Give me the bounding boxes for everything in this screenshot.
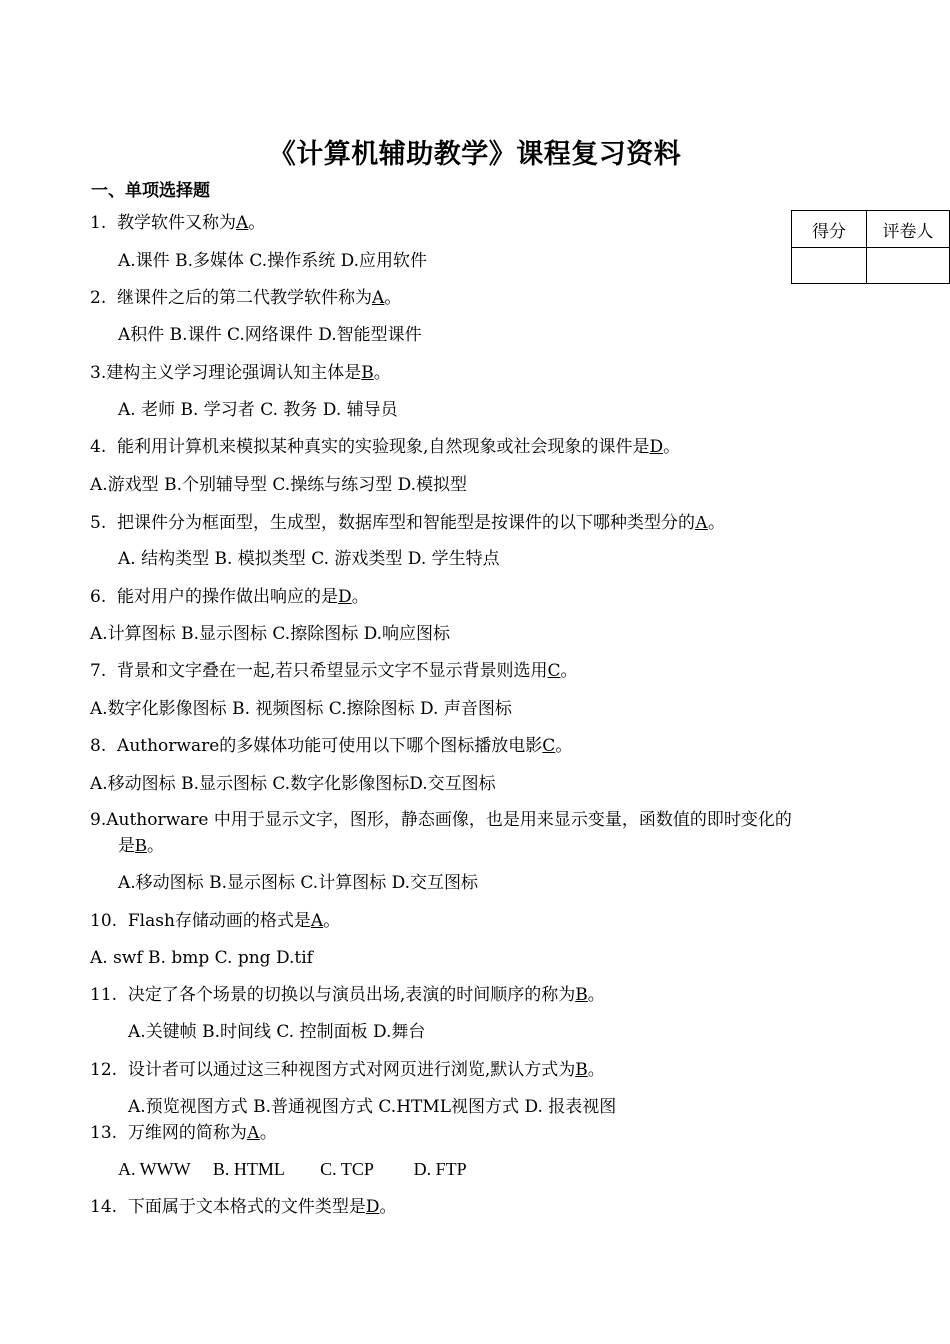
answer-10: A [310, 911, 324, 931]
options-1: A.课件 B.多媒体 C.操作系统 D.应用软件 [118, 251, 428, 271]
options-13: A. WWW B. HTML C. TCP D. FTP [118, 1159, 467, 1179]
answer-8: C [542, 736, 556, 756]
answer-1: A [236, 213, 249, 233]
question-7: 7. 背景和文字叠在一起,若只希望显示文字不显示背景则选用C。 [90, 661, 578, 681]
answer-14: D [365, 1197, 380, 1217]
options-3: A. 老师 B. 学习者 C. 教务 D. 辅导员 [118, 400, 398, 420]
question-9-continuation: 是B。 [118, 835, 165, 856]
reviewer-label: 评卷人 [867, 211, 950, 248]
question-6: 6. 能对用户的操作做出响应的是D。 [90, 587, 369, 607]
score-label: 得分 [792, 211, 867, 248]
question-3: 3.建构主义学习理论强调认知主体是B。 [90, 363, 391, 383]
options-8: A.移动图标 B.显示图标 C.数字化影像图标D.交互图标 [90, 774, 496, 794]
question-12: 12. 设计者可以通过这三种视图方式对网页进行浏览,默认方式为B。 [90, 1060, 605, 1080]
question-10: 10. Flash存储动画的格式是A。 [90, 911, 341, 931]
answer-13: A [246, 1122, 260, 1142]
question-8: 8. Authorware的多媒体功能可使用以下哪个图标播放电影C。 [90, 736, 573, 756]
options-11: A.关键帧 B.时间线 C. 控制面板 D.舞台 [128, 1022, 426, 1042]
options-9: A.移动图标 B.显示图标 C.计算图标 D.交互图标 [118, 873, 479, 893]
section-heading: 一、单项选择题 [91, 181, 210, 201]
answer-7: C [547, 661, 561, 681]
options-6: A.计算图标 B.显示图标 C.擦除图标 D.响应图标 [90, 624, 451, 644]
options-5: A. 结构类型 B. 模拟类型 C. 游戏类型 D. 学生特点 [118, 549, 500, 569]
question-5: 5. 把课件分为框面型，生成型，数据库型和智能型是按课件的以下哪种类型分的A。 [90, 512, 726, 533]
question-2: 2. 继课件之后的第二代教学软件称为A。 [90, 288, 402, 308]
answer-11: B [575, 985, 588, 1005]
options-2: A积件 B.课件 C.网络课件 D.智能型课件 [118, 325, 422, 345]
options-4: A.游戏型 B.个别辅导型 C.操练与练习型 D.模拟型 [90, 475, 468, 495]
options-12: A.预览视图方式 B.普通视图方式 C.HTML视图方式 D. 报表视图 [128, 1097, 617, 1117]
score-cell [792, 248, 867, 284]
page-title: 《计算机辅助教学》课程复习资料 [268, 139, 682, 170]
answer-6: D [338, 587, 352, 607]
question-1: 1. 教学软件又称为A。 [90, 213, 266, 233]
answer-9: B [135, 835, 148, 855]
options-10: A. swf B. bmp C. png D.tif [90, 948, 313, 968]
options-7: A.数字化影像图标 B. 视频图标 C.擦除图标 D. 声音图标 [90, 699, 512, 719]
answer-2: A [372, 288, 385, 308]
question-14: 14. 下面属于文本格式的文件类型是D。 [90, 1197, 397, 1217]
answer-5: A [695, 512, 709, 532]
question-9: 9.Authorware 中用于显示文字，图形，静态画像，也是用来显示变量，函数值的即时变化的 是B。 [90, 808, 860, 859]
reviewer-cell [867, 248, 950, 284]
answer-12: B [575, 1060, 588, 1080]
answer-4: D [649, 437, 664, 457]
question-11: 11. 决定了各个场景的切换以与演员出场,表演的时间顺序的称为B。 [90, 985, 605, 1005]
question-4: 4. 能利用计算机来模拟某种真实的实验现象,自然现象或社会现象的课件是D。 [90, 437, 681, 457]
question-13: 13. 万维网的简称为A。 [90, 1122, 277, 1143]
answer-3: B [361, 363, 374, 383]
score-table [791, 210, 950, 284]
